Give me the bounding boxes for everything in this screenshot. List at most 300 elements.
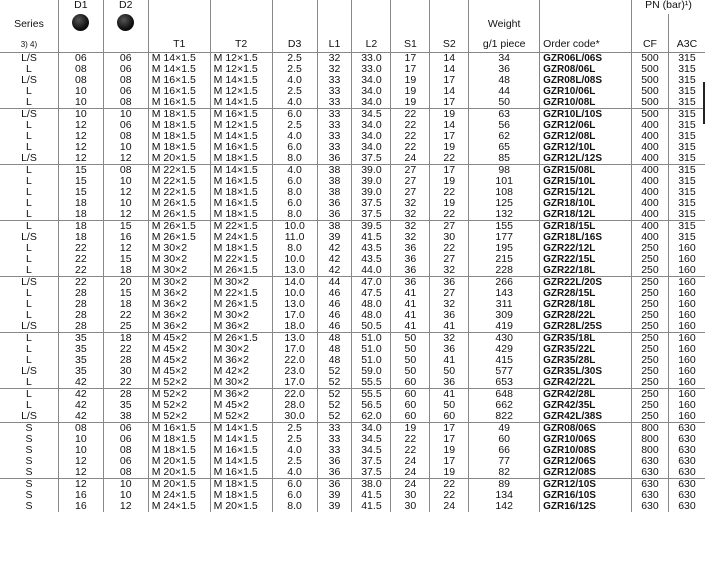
cell-cf: 250 [632,310,669,321]
cell-l2: 41.5 [352,232,391,243]
cell-a3c: 160 [668,321,705,333]
cell-s2: 22 [430,187,469,198]
cell-t1: M 26×1.5 [148,209,210,221]
cell-cf: 630 [632,479,669,491]
cell-weight: 65 [469,142,540,153]
cell-cf: 400 [632,165,669,177]
cell-t2: M 18×1.5 [210,490,272,501]
table-row [0,277,705,289]
cell-cf: 800 [632,445,669,456]
cell-s2: 19 [430,176,469,187]
cell-a3c: 315 [668,109,705,121]
cell-d1: 10 [58,97,103,109]
cell-d3: 17.0 [272,377,317,389]
cell-s1: 22 [391,120,430,131]
cell-s2: 17 [430,423,469,435]
cell-d2: 12 [103,153,148,165]
cell-s1: 50 [391,355,430,366]
cell-a3c: 160 [668,333,705,345]
header-s1: S1 [391,36,430,53]
cell-weight: 822 [469,411,540,423]
cell-series: L [26,164,32,176]
cell-cf: 250 [632,288,669,299]
cell-s2: 30 [430,232,469,243]
cell-weight: 63 [469,109,540,121]
cell-l1: 46 [317,299,352,310]
header-weight: Weight [469,14,540,36]
cell-a3c: 315 [668,53,705,65]
cell-l2: 44.0 [352,265,391,277]
cell-code: GZR12/08L [540,131,632,142]
table-row [0,333,705,345]
cell-s2: 41 [430,389,469,401]
black-dot-icon [72,14,89,31]
header-series: Series [14,17,44,30]
table-row [0,288,705,299]
cell-d2: 08 [103,445,148,456]
cell-weight: 49 [469,423,540,435]
cell-series: L [26,299,32,310]
cell-s1: 27 [391,187,430,198]
table-row [0,389,705,401]
cell-l2: 47.0 [352,277,391,289]
cell-s1: 24 [391,153,430,165]
cell-d3: 4.0 [272,75,317,86]
cell-d2: 10 [103,109,148,121]
cell-l1: 36 [317,479,352,491]
cell-l2: 55.5 [352,377,391,389]
cell-d3: 6.0 [272,198,317,209]
cell-a3c: 160 [668,366,705,377]
cell-weight: 142 [469,501,540,512]
cell-t1: M 36×2 [148,288,210,299]
header-d3: D3 [272,36,317,53]
table-row [0,187,705,198]
cell-l1: 48 [317,333,352,345]
cell-t2: M 16×1.5 [210,109,272,121]
cell-t2: M 26×1.5 [210,333,272,345]
cell-t2: M 45×2 [210,400,272,411]
cell-l1: 33 [317,131,352,142]
cell-l2: 41.5 [352,501,391,512]
cell-s2: 22 [430,209,469,221]
cell-t2: M 16×1.5 [210,198,272,209]
cell-t1: M 36×2 [148,321,210,333]
cell-l2: 34.5 [352,445,391,456]
cell-s2: 19 [430,198,469,209]
cell-a3c: 315 [668,176,705,187]
cell-t1: M 24×1.5 [148,490,210,501]
cell-s1: 22 [391,142,430,153]
cell-series: L [26,400,32,411]
cell-d3: 8.0 [272,187,317,198]
cell-weight: 311 [469,299,540,310]
cell-series: L [26,344,32,355]
cell-code: GZR18/15L [540,221,632,233]
cell-t2: M 18×1.5 [210,209,272,221]
cell-s2: 14 [430,86,469,97]
cell-d1: 12 [58,142,103,153]
table-row [0,243,705,254]
cell-l1: 48 [317,355,352,366]
cell-t2: M 18×1.5 [210,243,272,254]
table-body [0,53,705,513]
cell-series: L [0,97,58,109]
cell-series: L [26,131,32,142]
cell-series: L [0,209,58,221]
table-row [0,299,705,310]
table-row [0,142,705,153]
cell-l1: 42 [317,254,352,265]
cell-weight: 195 [469,243,540,254]
table-row [0,456,705,467]
cell-a3c: 160 [668,299,705,310]
cell-series: L [26,243,32,254]
cell-s2: 27 [430,288,469,299]
cell-l1: 38 [317,176,352,187]
cell-t2: M 36×2 [210,355,272,366]
cell-a3c: 630 [668,501,705,512]
cell-t1: M 18×1.5 [148,131,210,142]
cell-t2: M 12×1.5 [210,53,272,65]
cell-s2: 14 [430,53,469,65]
header-series-note: 3) 4) [0,36,58,53]
cell-t1: M 30×2 [148,243,210,254]
cell-cf: 400 [632,187,669,198]
cell-s2: 41 [430,355,469,366]
cell-a3c: 315 [668,120,705,131]
cell-t2: M 16×1.5 [210,142,272,153]
cell-d3: 30.0 [272,411,317,423]
header-t2: T2 [210,36,272,53]
cell-t2: M 30×2 [210,310,272,321]
cell-cf: 250 [632,389,669,401]
cell-s1: 22 [391,109,430,121]
cell-s2: 32 [430,333,469,345]
cell-d2: 22 [103,377,148,389]
cell-d3: 2.5 [272,86,317,97]
cell-code: GZR06L/06S [540,53,632,65]
cell-d1: 22 [58,265,103,277]
cell-t1: M 16×1.5 [148,75,210,86]
table-row [0,131,705,142]
table-row [0,490,705,501]
cell-s2: 50 [430,366,469,377]
cell-t1: M 36×2 [148,310,210,321]
cell-d2: 06 [103,64,148,75]
cell-a3c: 160 [668,254,705,265]
cell-t2: M 22×1.5 [210,254,272,265]
cell-d2: 06 [103,456,148,467]
cell-t1: M 52×2 [148,411,210,423]
cell-weight: 266 [469,277,540,289]
cell-cf: 250 [632,400,669,411]
table-row [0,232,705,243]
cell-code: GZR12/06L [540,120,632,131]
cell-d1: 22 [58,277,103,289]
cell-a3c: 315 [668,165,705,177]
cell-code: GZR10L/10S [540,109,632,121]
cell-a3c: 160 [668,277,705,289]
cell-d1: 18 [58,232,103,243]
cell-s1: 27 [391,165,430,177]
cell-weight: 48 [469,75,540,86]
cell-t1: M 16×1.5 [148,97,210,109]
cell-d3: 6.0 [272,479,317,491]
cell-d2: 10 [103,198,148,209]
cell-a3c: 630 [668,490,705,501]
cell-l1: 39 [317,501,352,512]
cell-series: L/S [21,232,37,243]
cell-l2: 56.5 [352,400,391,411]
cell-series: S [25,478,33,490]
cell-weight: 134 [469,490,540,501]
cell-code: GZR12/06S [540,456,632,467]
cell-d2: 28 [103,355,148,366]
cell-l2: 43.5 [352,254,391,265]
cell-t2: M 26×1.5 [210,299,272,310]
cell-d3: 8.0 [272,153,317,165]
cell-d2: 12 [103,243,148,254]
table-row [0,310,705,321]
cell-l1: 52 [317,400,352,411]
cell-d1: 18 [58,221,103,233]
cell-d3: 6.0 [272,490,317,501]
header-t1: T1 [148,36,210,53]
cell-d2: 15 [103,254,148,265]
cell-t2: M 16×1.5 [210,467,272,479]
cell-t1: M 30×2 [148,254,210,265]
cell-code: GZR18L/16S [540,232,632,243]
cell-a3c: 630 [668,445,705,456]
cell-d2: 08 [103,165,148,177]
cell-d2: 06 [103,434,148,445]
cell-l1: 32 [317,53,352,65]
cell-d1: 08 [58,64,103,75]
cell-series: L [26,176,32,187]
cell-t2: M 36×2 [210,389,272,401]
cell-code: GZR42/22L [540,377,632,389]
cell-cf: 500 [632,64,669,75]
cell-weight: 429 [469,344,540,355]
cell-code: GZR28/15L [540,288,632,299]
cell-series: L [26,355,32,366]
cell-t2: M 14×1.5 [210,131,272,142]
cell-l2: 50.5 [352,321,391,333]
cell-t1: M 18×1.5 [148,109,210,121]
cell-cf: 800 [632,434,669,445]
cell-a3c: 630 [668,423,705,435]
table-row [0,86,705,97]
cell-d3: 4.0 [272,97,317,109]
cell-s1: 24 [391,479,430,491]
cell-d3: 14.0 [272,277,317,289]
cell-d3: 10.0 [272,221,317,233]
cell-t1: M 18×1.5 [148,120,210,131]
cell-d2: 16 [103,232,148,243]
cell-code: GZR35/18L [540,333,632,345]
cell-series: L [26,142,32,153]
cell-s2: 19 [430,109,469,121]
cell-code: GZR15/10L [540,176,632,187]
cell-l1: 46 [317,310,352,321]
cell-t2: M 42×2 [210,366,272,377]
cell-a3c: 315 [668,198,705,209]
cell-cf: 250 [632,254,669,265]
cell-d2: 12 [103,501,148,512]
cell-s1: 17 [391,64,430,75]
cell-l1: 33 [317,75,352,86]
cell-t1: M 18×1.5 [148,142,210,153]
cell-t1: M 22×1.5 [148,176,210,187]
cell-s1: 22 [391,445,430,456]
header-order-code: Order code* [540,36,632,53]
cell-cf: 400 [632,131,669,142]
cell-cf: 250 [632,265,669,277]
cell-t2: M 14×1.5 [210,423,272,435]
table-row [0,254,705,265]
cell-d3: 10.0 [272,288,317,299]
table-row [0,198,705,209]
cell-weight: 132 [469,209,540,221]
cell-d3: 23.0 [272,366,317,377]
cell-a3c: 315 [668,187,705,198]
cell-weight: 215 [469,254,540,265]
cell-d2: 08 [103,131,148,142]
cell-l1: 42 [317,243,352,254]
cell-l2: 34.5 [352,109,391,121]
cell-code: GZR10/08L [540,97,632,109]
cell-series: L/S [21,276,37,288]
cell-code: GZR35L/30S [540,366,632,377]
cell-weight: 50 [469,97,540,109]
cell-s1: 36 [391,277,430,289]
cell-t1: M 26×1.5 [148,232,210,243]
cell-l1: 33 [317,120,352,131]
cell-t2: M 14×1.5 [210,165,272,177]
cell-t2: M 18×1.5 [210,153,272,165]
cell-l1: 33 [317,423,352,435]
cell-d1: 15 [58,187,103,198]
cell-d3: 6.0 [272,176,317,187]
cell-s1: 60 [391,377,430,389]
cell-d2: 10 [103,142,148,153]
cell-s2: 17 [430,97,469,109]
cell-t1: M 18×1.5 [148,434,210,445]
cell-a3c: 160 [668,377,705,389]
cell-cf: 500 [632,109,669,121]
cell-l2: 34.0 [352,423,391,435]
cell-t1: M 14×1.5 [148,53,210,65]
cell-l2: 37.5 [352,153,391,165]
cell-s1: 32 [391,209,430,221]
cell-d1: 42 [58,389,103,401]
cell-weight: 143 [469,288,540,299]
cell-d1: 10 [58,434,103,445]
cell-weight: 648 [469,389,540,401]
cell-t2: M 30×2 [210,377,272,389]
cell-d3: 8.0 [272,209,317,221]
cell-s2: 22 [430,153,469,165]
cell-series: L/S [21,75,37,86]
cell-t1: M 18×1.5 [148,445,210,456]
table-header [0,0,705,53]
cell-l1: 32 [317,64,352,75]
cell-d3: 22.0 [272,355,317,366]
cell-s2: 41 [430,321,469,333]
cell-l1: 39 [317,490,352,501]
cell-d2: 06 [103,423,148,435]
cell-d1: 22 [58,254,103,265]
cell-l2: 34.0 [352,120,391,131]
cell-a3c: 160 [668,344,705,355]
cell-l2: 37.5 [352,456,391,467]
cell-code: GZR22/18L [540,265,632,277]
cell-cf: 250 [632,377,669,389]
cell-d3: 4.0 [272,165,317,177]
cell-s1: 32 [391,198,430,209]
cell-cf: 800 [632,423,669,435]
cell-s1: 17 [391,53,430,65]
cell-a3c: 160 [668,355,705,366]
cell-d3: 4.0 [272,445,317,456]
cell-l1: 38 [317,187,352,198]
cell-code: GZR28/22L [540,310,632,321]
cell-series: L/S [21,52,37,64]
cell-code: GZR12/10S [540,479,632,491]
cell-t2: M 12×1.5 [210,64,272,75]
table-row [0,501,705,512]
cell-cf: 500 [632,86,669,97]
cell-d1: 28 [58,299,103,310]
cell-l2: 38.0 [352,479,391,491]
cell-l2: 55.5 [352,389,391,401]
cell-code: GZR08L/08S [540,75,632,86]
cell-d3: 2.5 [272,456,317,467]
cell-l1: 42 [317,265,352,277]
cell-d1: 18 [58,198,103,209]
cell-s1: 22 [391,131,430,142]
cell-weight: 66 [469,445,540,456]
cell-s2: 19 [430,467,469,479]
cell-s2: 17 [430,75,469,86]
cell-t1: M 20×1.5 [148,467,210,479]
cell-code: GZR42/35L [540,400,632,411]
cell-cf: 250 [632,411,669,423]
cell-cf: 250 [632,277,669,289]
cell-d3: 4.0 [272,467,317,479]
cell-d2: 20 [103,277,148,289]
table-row [0,321,705,333]
cell-d1: 28 [58,288,103,299]
table-row [0,209,705,221]
cell-cf: 400 [632,120,669,131]
cell-cf: 400 [632,232,669,243]
cell-s1: 36 [391,243,430,254]
cell-series: S [25,445,33,456]
cell-code: GZR10/06L [540,86,632,97]
cell-code: GZR35/22L [540,344,632,355]
cell-d1: 42 [58,400,103,411]
cell-cf: 250 [632,333,669,345]
cell-cf: 500 [632,75,669,86]
cell-s2: 14 [430,64,469,75]
table-row [0,344,705,355]
cell-s1: 19 [391,75,430,86]
cell-d3: 18.0 [272,321,317,333]
cell-d2: 06 [103,120,148,131]
cell-a3c: 160 [668,310,705,321]
